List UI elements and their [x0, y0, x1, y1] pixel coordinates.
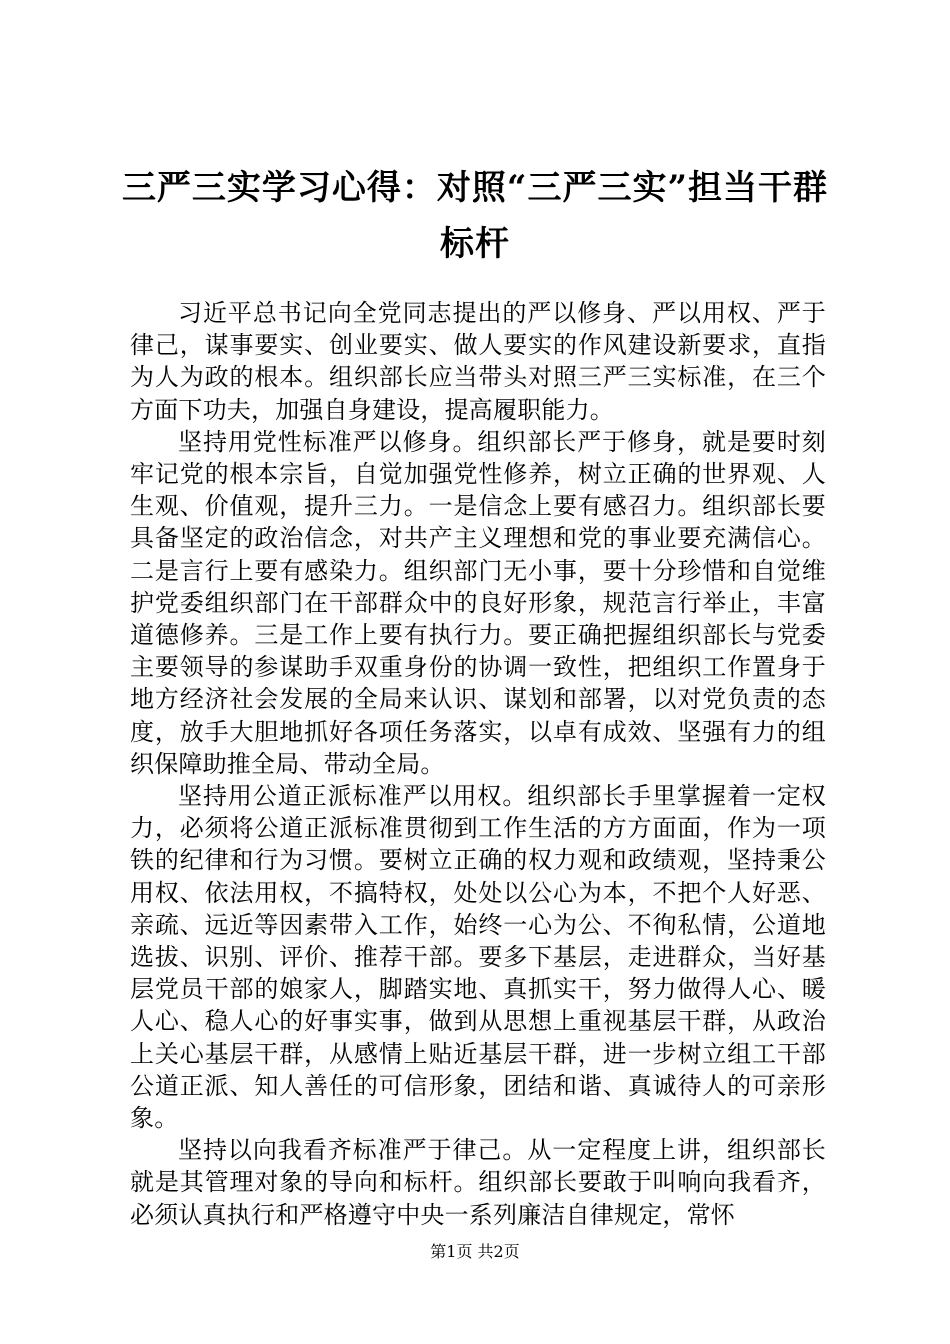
paragraph-self-cultivation: 坚持用党性标准严以修身。组织部长严于修身，就是要时刻牢记党的根本宗旨，自觉加强党性修养，树立正确的世界观、人生观、价值观，提升三力。一是信念上要有感召力。组织部长要具备坚定的政治信念，对共产主义理想和党的事业要充满信心。二是言行上要有感染力。组织部门无小事，要十分珍惜和自觉维护党委组织部门在干部群众中的良好形象，规范言行举止，丰富道德修养。三是工作上要有执行力。要正确把握组织部长与党委主要领导的参谋助手双重身份的协调一致性，把组织工作置身于地方经济社会发展的全局来认识、谋划和部署，以对党负责的态度，放手大胆地抓好各项任务落实，以卓有成效、坚强有力的组织保障助推全局、带动全局。: [130, 427, 826, 778]
document-title: 三严三实学习心得：对照“三严三实”担当干群标杆: [121, 168, 829, 264]
document-body: [130, 297, 826, 1231]
paragraph-self-discipline: 坚持以向我看齐标准严于律己。从一定程度上讲，组织部长就是其管理对象的导向和标杆。组织部长要敢于叫响向我看齐，必须认真执行和严格遵守中央一系列廉洁自律规定，常怀: [130, 1136, 826, 1229]
paragraph-use-of-power: 坚持用公道正派标准严以用权。组织部长手里掌握着一定权力，必须将公道正派标准贯彻到工作生活的方方面面，作为一项铁的纪律和行为习惯。要树立正确的权力观和政绩观，坚持秉公用权、依法用权，不搞特权，处处以公心为本，不把个人好恶、亲疏、远近等因素带入工作，始终一心为公、不徇私情，公道地选拔、识别、评价、推荐干部。要多下基层，走进群众，当好基层党员干部的娘家人，脚踏实地、真抓实干，努力做得人心、暖人心、稳人心的好事实事，做到从思想上重视基层干群，从政治上关心基层干群，从感情上贴近基层干群，进一步树立组工干部公道正派、知人善任的可信形象，团结和谐、真诚待人的可亲形象。: [130, 782, 826, 1133]
paragraph-intro: 习近平总书记向全党同志提出的严以修身、严以用权、严于律己，谋事要实、创业要实、做人要实的作风建设新要求，直指为人为政的根本。组织部长应当带头对照三严三实标准，在三个方面下功夫，加强自身建设，提高履职能力。: [130, 299, 826, 424]
page-footer: 第1页 共2页: [430, 1242, 520, 1261]
